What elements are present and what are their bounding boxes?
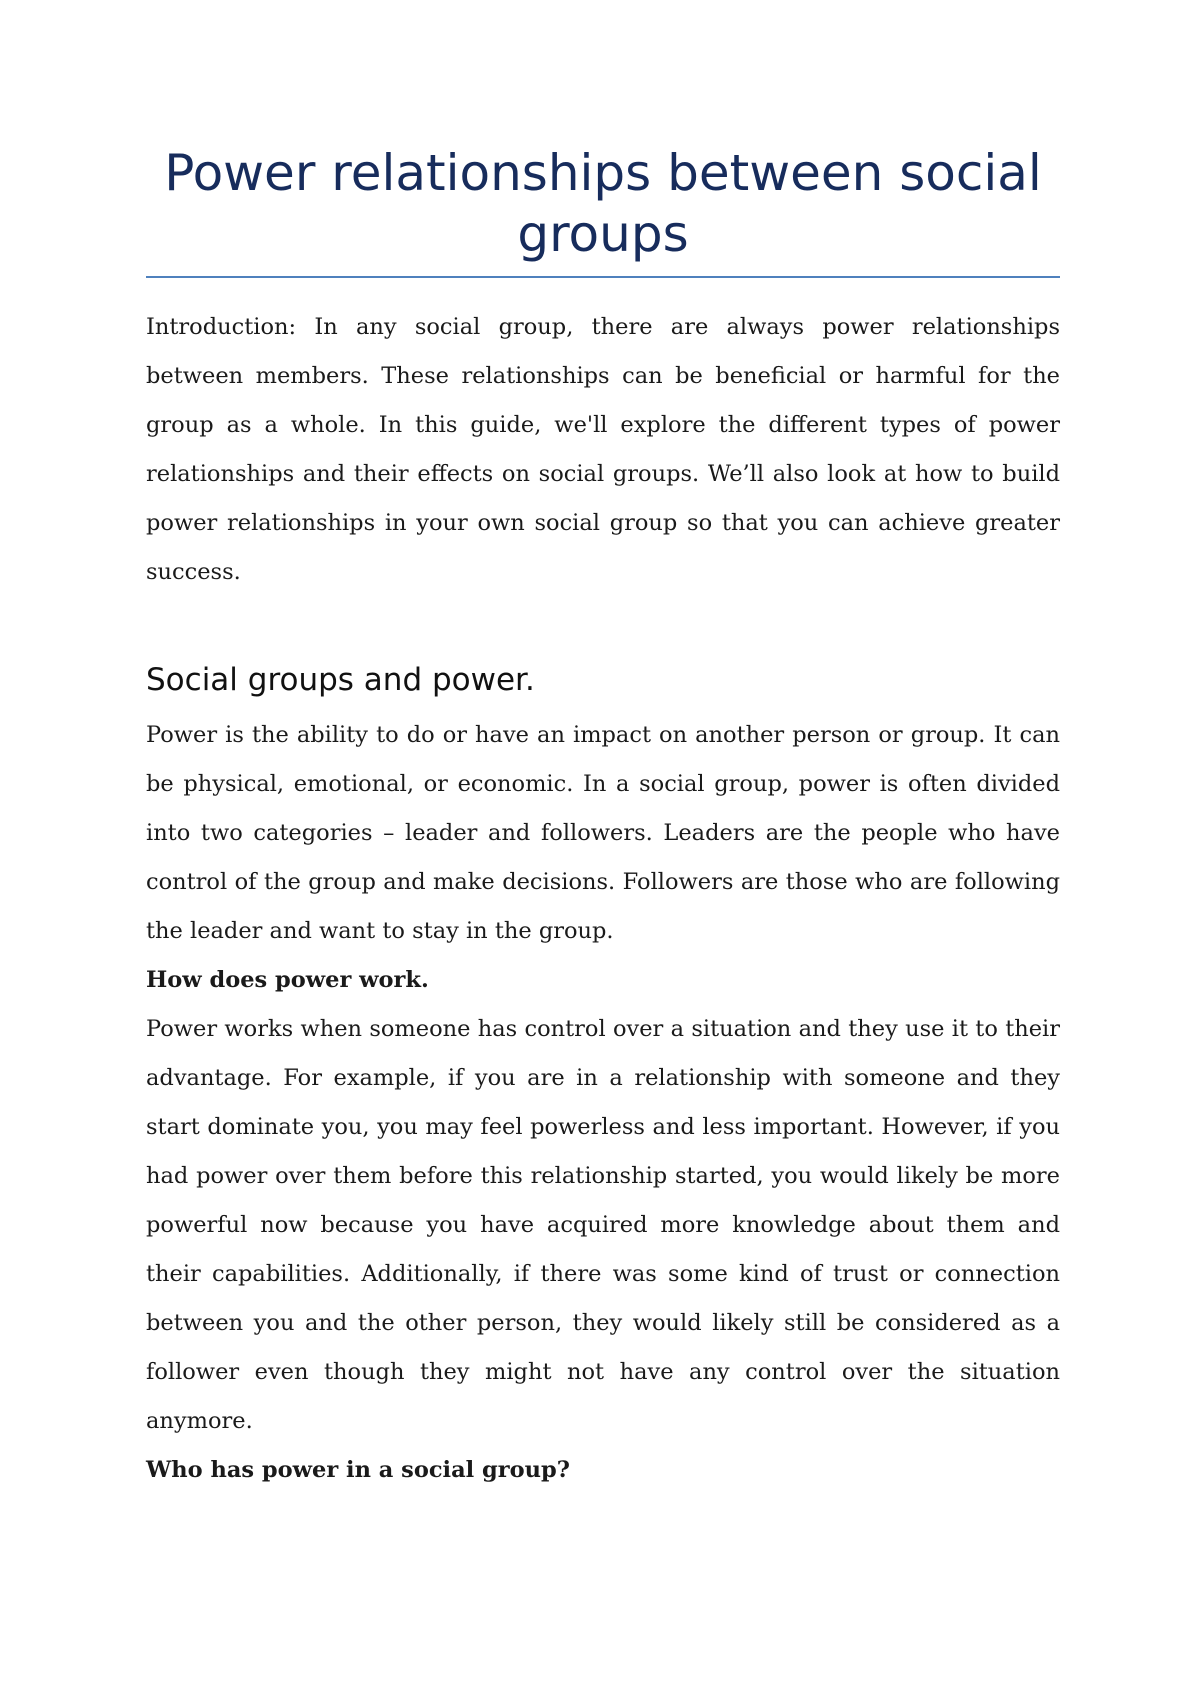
title-divider bbox=[146, 276, 1060, 278]
subheading-how-does-power-work: How does power work. bbox=[146, 967, 429, 993]
subheading-who-has-power: Who has power in a social group? bbox=[146, 1457, 570, 1483]
section-paragraph-power-definition: Power is the ability to do or have an impact on another person or group. It can be physical, emotional, or economic. In a social group, power is often divided into two categories – leader and followers. Leaders are the people who have control of the group and make decisions. Followers are those who are following the leader and want to stay in the group. bbox=[146, 722, 1060, 944]
section-heading-social-groups-and-power: Social groups and power. bbox=[146, 662, 535, 698]
intro-paragraph: Introduction: In any social group, there are always power relationships between members. These relationships can be beneficial or harmful for the group as a whole. In this guide, we'll explore the different types of power relationships and their effects on social groups. We’ll also look at how to build power relationships in your own social group so that you can achieve greater success. bbox=[146, 314, 1060, 585]
document-title: Power relationships between social groups bbox=[164, 144, 1042, 263]
section-paragraph-how-power-works: Power works when someone has control over a situation and they use it to their advantage. For example, if you are in a relationship with someone and they start dominate you, you may feel powerless and less important. However, if you had power over them before this relationship started, you would likely be more powerful now because you have acquired more knowledge about them and their capabilities. Additionally, if there was some kind of trust or connection between you and the other person, they would likely still be considered as a follower even though they might not have any control over the situation anymore. bbox=[146, 1016, 1060, 1434]
